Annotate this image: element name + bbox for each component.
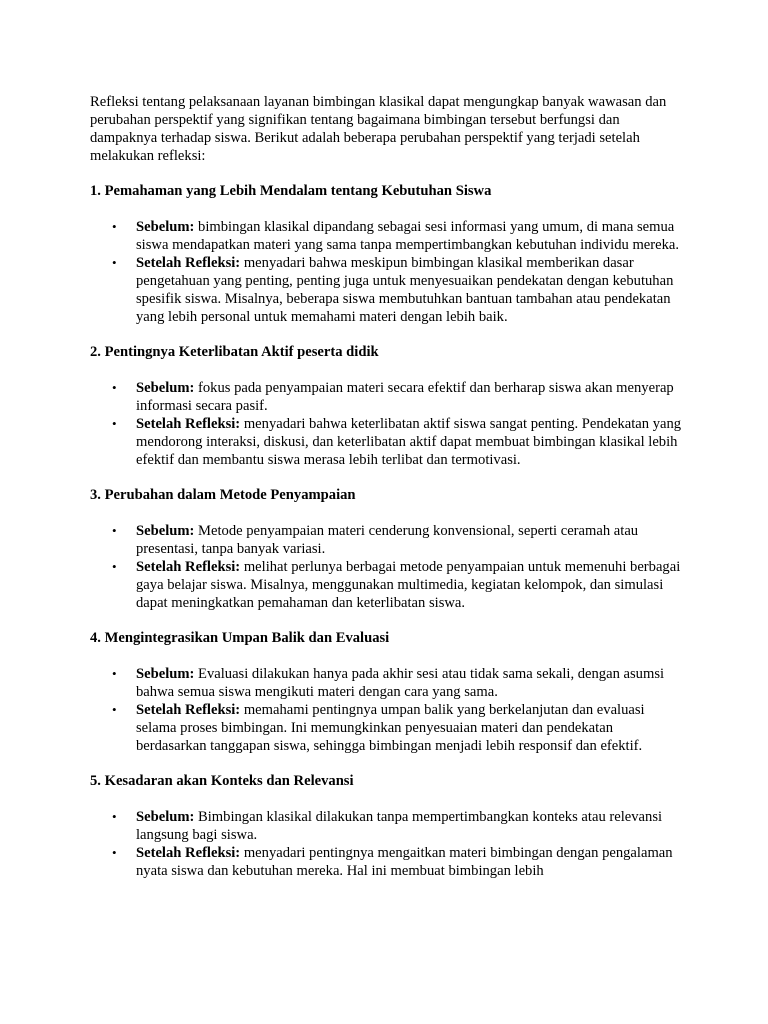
section-heading: 3. Perubahan dalam Metode Penyampaian (90, 487, 356, 503)
bullet-icon: • (112, 666, 117, 681)
list-item (90, 254, 682, 326)
item-text: memahami pentingnya umpan balik yang berkelanjutan dan evaluasi selama proses bimbingan. Ini memungkinkan penyesuaian materi dan pendekatan berdasarkan tanggapan siswa, sehingga bimbingan menjadi lebih responsif dan efektif. (136, 702, 645, 754)
item-text: menyadari pentingnya mengaitkan materi bimbingan dengan pengalaman nyata siswa dan kebutuhan mereka. Hal ini membuat bimbingan lebih (136, 845, 673, 879)
bullet-list (90, 522, 682, 612)
item-text: menyadari bahwa keterlibatan aktif siswa sangat penting. Pendekatan yang mendorong interaksi, diskusi, dan keterlibatan aktif dapat membuat bimbingan klasikal lebih efektif dan membantu siswa merasa lebih terlibat dan termotivasi. (136, 416, 682, 468)
document-page (90, 93, 682, 897)
bullet-icon: • (112, 559, 117, 574)
bullet-icon: • (112, 845, 117, 860)
bullet-icon: • (112, 809, 117, 824)
list-item (90, 522, 682, 558)
bullet-icon: • (112, 523, 117, 538)
item-text: menyadari bahwa meskipun bimbingan klasikal memberikan dasar pengetahuan yang penting, penting juga untuk menyesuaikan pendekatan dengan kebutuhan spesifik siswa. Misalnya, beberapa siswa membutuhkan bantuan tambahan atau pendekatan yang lebih personal untuk memahami materi dengan lebih baik. (136, 255, 674, 325)
bullet-list (90, 218, 682, 326)
section-heading: 1. Pemahaman yang Lebih Mendalam tentang Kebutuhan Siswa (90, 183, 492, 199)
item-label: Sebelum: (136, 219, 195, 235)
bullet-list (90, 665, 682, 755)
section-4 (90, 629, 682, 755)
item-label: Setelah Refleksi: (136, 416, 241, 432)
section-heading: 4. Mengintegrasikan Umpan Balik dan Evaluasi (90, 630, 390, 646)
item-text: Evaluasi dilakukan hanya pada akhir sesi atau tidak sama sekali, dengan asumsi bahwa semua siswa mengikuti materi dengan cara yang sama. (136, 666, 665, 700)
bullet-icon: • (112, 416, 117, 431)
section-heading: 2. Pentingnya Keterlibatan Aktif peserta didik (90, 344, 379, 360)
item-label: Sebelum: (136, 380, 195, 396)
item-label: Sebelum: (136, 523, 195, 539)
list-item (90, 415, 682, 469)
section-heading: 5. Kesadaran akan Konteks dan Relevansi (90, 773, 354, 789)
list-item (90, 665, 682, 701)
bullet-icon: • (112, 380, 117, 395)
list-item (90, 808, 682, 844)
item-text: melihat perlunya berbagai metode penyampaian untuk memenuhi berbagai gaya belajar siswa. Misalnya, menggunakan multimedia, kegiatan kelompok, dan simulasi dapat meningkatkan pemahaman dan keterlibatan siswa. (136, 559, 681, 611)
item-label: Sebelum: (136, 666, 195, 682)
item-text: fokus pada penyampaian materi secara efektif dan berharap siswa akan menyerap informasi secara pasif. (136, 380, 674, 414)
bullet-icon: • (112, 702, 117, 717)
bullet-icon: • (112, 219, 117, 234)
bullet-icon: • (112, 255, 117, 270)
item-text: Metode penyampaian materi cenderung konvensional, seperti ceramah atau presentasi, tanpa banyak variasi. (136, 523, 639, 557)
item-label: Setelah Refleksi: (136, 702, 241, 718)
list-item (90, 558, 682, 612)
intro-paragraph: Refleksi tentang pelaksanaan layanan bimbingan klasikal dapat mengungkap banyak wawasan dan perubahan perspektif yang signifikan tentang bagaimana bimbingan tersebut berfungsi dan dampaknya terhadap siswa. Berikut adalah beberapa perubahan perspektif yang terjadi setelah melakukan refleksi: (90, 94, 667, 164)
section-1 (90, 182, 682, 326)
item-text: Bimbingan klasikal dilakukan tanpa mempertimbangkan konteks atau relevansi langsung bagi siswa. (136, 809, 663, 843)
item-label: Sebelum: (136, 809, 195, 825)
item-label: Setelah Refleksi: (136, 255, 241, 271)
list-item (90, 218, 682, 254)
list-item (90, 379, 682, 415)
bullet-list (90, 808, 682, 880)
section-3 (90, 486, 682, 612)
section-2 (90, 343, 682, 469)
item-label: Setelah Refleksi: (136, 559, 241, 575)
item-label: Setelah Refleksi: (136, 845, 241, 861)
list-item (90, 844, 682, 880)
list-item (90, 701, 682, 755)
bullet-list (90, 379, 682, 469)
section-5 (90, 772, 682, 880)
item-text: bimbingan klasikal dipandang sebagai sesi informasi yang umum, di mana semua siswa mendapatkan materi yang sama tanpa mempertimbangkan kebutuhan individu mereka. (136, 219, 680, 253)
